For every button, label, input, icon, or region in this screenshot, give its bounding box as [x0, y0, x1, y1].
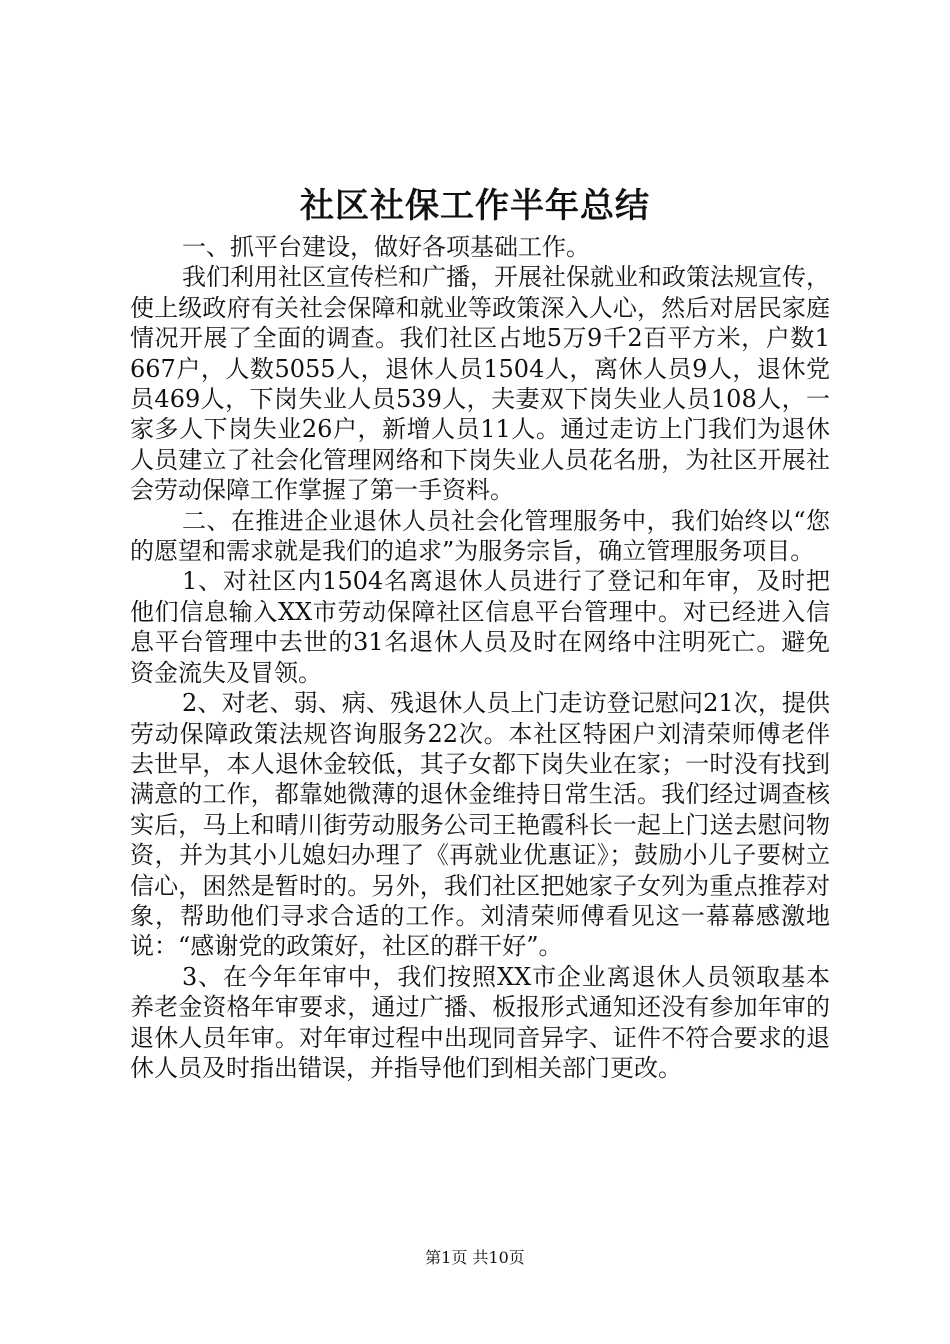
list-item-2: 2、对老、弱、病、残退休人员上门走访登记慰问21次，提供劳动保障政策法规咨询服务22次。本社区特困户刘清荣师傅老伴去世早，本人退休金较低，其子女都下岗失业在家；一时没有找到满意的工作，都靠她微薄的退休金维持日常生活。我们经过调查核实后，马上和晴川街劳动服务公司王艳霞科长一起上门送去慰问物资，并为其小儿媳妇办理了《再就业优惠证》；鼓励小儿子要树立信心，困然是暂时的。另外，我们社区把她家子女列为重点推荐对象，帮助他们寻求合适的工作。刘清荣师傅看见这一幕幕感激地说：“感谢党的政策好，社区的群干好”。: [130, 689, 830, 961]
list-item-1: 1、对社区内1504名离退休人员进行了登记和年审，及时把他们信息输入XX市劳动保障社区信息平台管理中。对已经进入信息平台管理中去世的31名退休人员及时在网络中注明死亡。避免资金流失及冒领。: [130, 567, 830, 687]
section-heading-1: 一、抓平台建设，做好各项基础工作。: [182, 233, 590, 261]
document-title: 社区社保工作半年总结: [300, 186, 650, 226]
section-heading-2: 二、在推进企业退休人员社会化管理服务中，我们始终以“您的愿望和需求就是我们的追求”为服务宗旨，确立管理服务项目。: [130, 506, 830, 566]
page-footer: 第1页 共10页: [425, 1248, 525, 1267]
document-body: [130, 232, 830, 1083]
paragraph: 我们利用社区宣传栏和广播，开展社保就业和政策法规宣传，使上级政府有关社会保障和就业等政策深入人心，然后对居民家庭情况开展了全面的调查。我们社区占地5万9千2百平方米，户数1667户，人数5055人，退休人员1504人，离休人员9人，退休党员469人，下岗失业人员539人，夫妻双下岗失业人员108人，一家多人下岗失业26户，新增人员11人。通过走访上门我们为退休人员建立了社会化管理网络和下岗失业人员花名册，为社区开展社会劳动保障工作掌握了第一手资料。: [130, 263, 830, 505]
list-item-3: 3、在今年年审中，我们按照XX市企业离退休人员领取基本养老金资格年审要求，通过广播、板报形式通知还没有参加年审的退休人员年审。对年审过程中出现同音异字、证件不符合要求的退休人员及时指出错误，并指导他们到相关部门更改。: [130, 962, 830, 1082]
